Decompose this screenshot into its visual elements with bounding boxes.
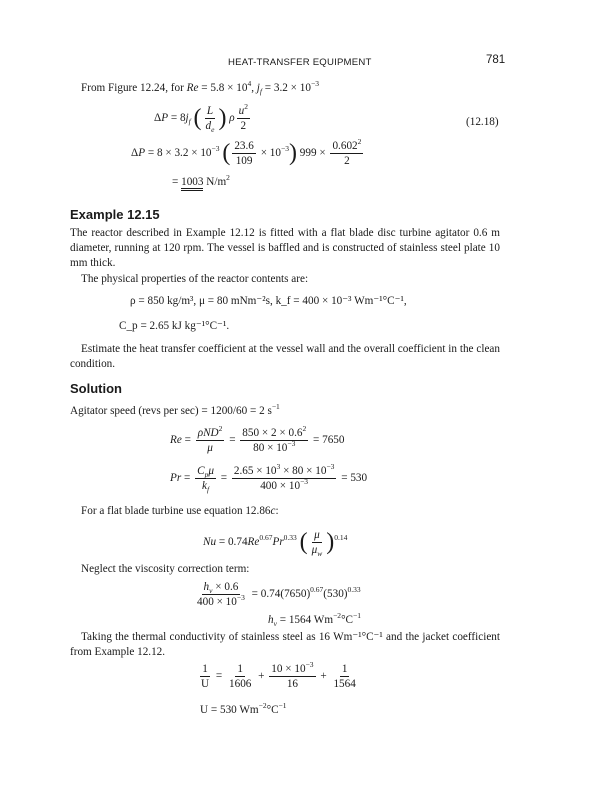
pr-denominator: 400 × 10 — [260, 480, 301, 492]
nu-exponent-visc: 0.14 — [334, 533, 348, 543]
dp-coefficient: = 8 — [170, 112, 186, 125]
wall-thickness: 10 × 10 — [271, 663, 306, 675]
jacket-coefficient: 1606 — [229, 678, 252, 690]
hv-rhs-pr: (530) — [323, 588, 348, 601]
running-header: HEAT-TRANSFER EQUIPMENT — [228, 57, 372, 68]
re-value: = 5.8 × 10 — [201, 82, 248, 94]
vessel-coefficient: 1564 — [333, 678, 356, 690]
hv-rhs: = 0.74(7650) — [251, 588, 311, 601]
hv-result-line: $h_v = 1564$ $Wm^{-2}^\circ C^{-1}$ — [268, 611, 361, 628]
times-ten: × 10 — [260, 147, 281, 160]
pr-numerator-b: × 80 × 10 — [280, 465, 327, 477]
neglect-text: Neglect the viscosity correction term: — [81, 563, 250, 575]
jf-value: = 3.2 × 10 — [264, 82, 311, 94]
example-paragraph-3: Estimate the heat transfer coefficient at the vessel wall and the overall coefficient in the clean condition. — [70, 343, 500, 370]
taking-paragraph: Taking the thermal conductivity of stainless steel as 16 Wm⁻¹°C⁻¹ and the jacket coefficient from Example 12.12. — [70, 631, 500, 658]
overall-coefficient-equation: $\frac{1}{U}$ = $\frac{1}{1606}$ + $\frac{10 \times 10^{-3}}{16}$ + $\frac{1}{1564}$ — [201, 660, 356, 690]
nu-coefficient: = 0.74 — [218, 536, 248, 549]
intro-text: From Figure 12.24, for — [81, 82, 184, 94]
agitator-speed: Agitator speed (revs per sec) = 1200/60 = 2 s — [70, 405, 272, 417]
re-result: = 7650 — [313, 434, 345, 447]
overall-coefficient-result: U = 530 $Wm^{-2}^\circ C^{-1}$ — [200, 701, 287, 716]
nu-exponent-pr: 0.33 — [283, 533, 297, 543]
example-heading: Example 12.15 — [70, 207, 160, 222]
hv-denominator: 400 × 10 — [197, 596, 237, 608]
pressure-drop-calculation: $\Delta P = 8 \times 3.2 \times 10^{-3}$ ( $\frac{23.6}{109}$ × $10^{-3}$) 999 × $\frac{0.602^2}{2}$ — [131, 137, 362, 167]
properties-line-2: C_p = 2.65 kJ kg⁻¹°C⁻¹. — [119, 320, 230, 332]
density-factor: 999 × — [299, 147, 326, 160]
jf-exponent: −3 — [310, 79, 319, 88]
pressure-drop-equation: $\Delta P = 8j_f$ ( $\frac{L}{d_e}$ ) ρ $\frac{u^2}{2}$ — [154, 102, 248, 134]
hv-result: = 1564 Wm — [279, 614, 334, 626]
pr-numerator-a: 2.65 × 10 — [233, 465, 277, 477]
turbine-line: For a flat blade turbine use equation 12.86c: — [81, 505, 279, 517]
example-paragraph-2: The physical properties of the reactor contents are: — [81, 273, 309, 285]
nu-exponent-re: 0.67 — [259, 533, 273, 543]
result-unit: N/m — [206, 176, 227, 188]
result-value: 1003 — [181, 176, 203, 191]
velocity-denominator: 2 — [344, 155, 350, 167]
times-ten-exponent: −3 — [280, 144, 289, 154]
velocity-value: 0.602 — [332, 140, 358, 152]
u-result: U = 530 Wm — [200, 704, 259, 716]
prandtl-equation: Pr = $C_p\mu$ $k_f$ = $\frac{2.65 \times 10^3 \times 80 \times 10^{-3}}{400 \times 10^{-3}}$ = 530 — [170, 462, 368, 494]
dp-calc-exponent: −3 — [211, 144, 220, 154]
speed-exponent: −1 — [271, 402, 280, 411]
pr-result: = 530 — [341, 472, 368, 485]
re-denominator: 80 × 10 — [253, 442, 288, 454]
hv-numerator: × 0.6 — [215, 581, 239, 593]
agitator-speed-line — [70, 402, 280, 417]
solution-heading: Solution — [70, 381, 122, 396]
re-exponent: 4 — [247, 79, 252, 88]
ratio-denominator: 109 — [235, 155, 253, 167]
page-number: 781 — [486, 54, 506, 66]
re-numerator: 850 × 2 × 0.6 — [242, 427, 303, 439]
turbine-text: For a flat blade turbine use equation 12.86 — [81, 505, 271, 517]
wall-conductivity: 16 — [286, 678, 298, 690]
turbine-equation-letter: c — [270, 505, 276, 517]
hv-equation: $\frac{h_v \times 0.6}{400 \times 10^{-3}}$ = $0.74(7650)^{0.67}(530)^{0.33}$ — [197, 581, 361, 608]
dp-calc-coefficient: = 8 × 3.2 × 10 — [147, 147, 212, 160]
example-paragraph-1: The reactor described in Example 12.12 is fitted with a flat blade disc turbine agitator 0.6 m diameter, running at 120 rpm. The vessel is baffled and is constructed of stainless steel plate 10 mm thick. — [70, 227, 500, 269]
figure-reference-line: From Figure 12.24, for $Re = 5.8 \times 10^4$, $j_f = 3.2 \times 10^{-3}$ — [81, 79, 319, 96]
equation-number: (12.18) — [466, 116, 499, 128]
reynolds-equation: Re = ρND$^2$ μ = $\frac{850 \times 2 \times 0.6^2}{80 \times 10^{-3}}$ = 7650 — [170, 424, 345, 454]
properties-line-1: ρ = 850 kg/m³, μ = 80 mNm⁻²s, k_f = 400 × 10⁻³ Wm⁻¹°C⁻¹, — [130, 295, 407, 307]
ratio-numerator: 23.6 — [234, 140, 254, 152]
pressure-drop-result: = 1003 $N/m^2$ — [172, 176, 230, 188]
nusselt-equation: $Nu = 0.74Re^{0.67}Pr^{0.33}$ ( $\frac{\mu}{\mu_w}$ )$^{0.14}$ — [203, 528, 348, 558]
